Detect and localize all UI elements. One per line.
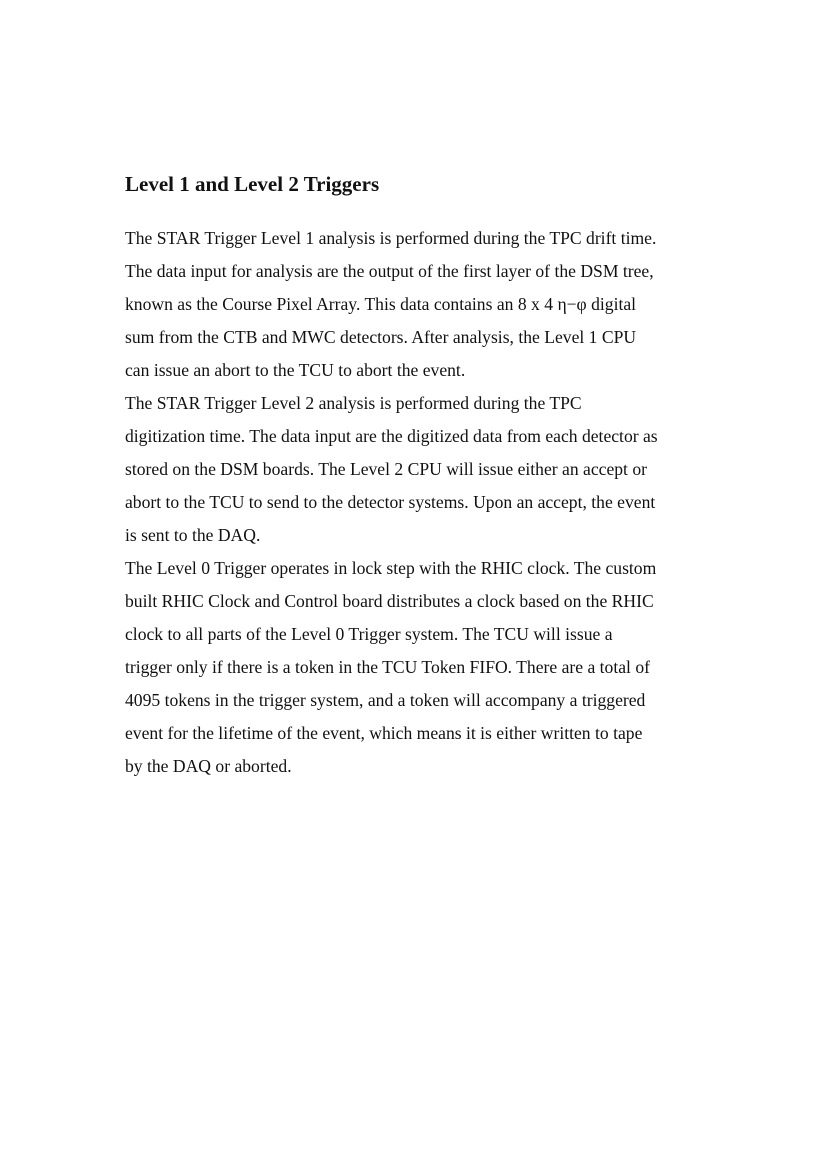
text-line: abort to the TCU to send to the detector systems. Upon an accept, the event [125, 492, 656, 512]
text-line: is sent to the DAQ. [125, 525, 261, 545]
text-line: can issue an abort to the TCU to abort the event. [125, 360, 466, 380]
text-line: clock to all parts of the Level 0 Trigger system. The TCU will issue a [125, 624, 613, 644]
text-line: The Level 0 Trigger operates in lock step with the RHIC clock. The custom [125, 558, 657, 578]
text-line: sum from the CTB and MWC detectors. After analysis, the Level 1 CPU [125, 327, 637, 347]
body-text [125, 224, 745, 785]
text-line: stored on the DSM boards. The Level 2 CPU will issue either an accept or [125, 459, 647, 479]
text-line: built RHIC Clock and Control board distributes a clock based on the RHIC [125, 591, 654, 611]
text-line: digitization time. The data input are the digitized data from each detector as [125, 426, 658, 446]
text-line: The STAR Trigger Level 2 analysis is performed during the TPC [125, 393, 582, 413]
text-line: known as the Course Pixel Array. This data contains an 8 x 4 η−φ digital [125, 294, 637, 314]
section-heading: Level 1 and Level 2 Triggers [125, 172, 380, 196]
text-line: event for the lifetime of the event, which means it is either written to tape [125, 723, 643, 743]
text-line: by the DAQ or aborted. [125, 756, 292, 776]
text-line: The data input for analysis are the output of the first layer of the DSM tree, [125, 261, 654, 281]
text-line: trigger only if there is a token in the TCU Token FIFO. There are a total of [125, 657, 650, 677]
text-line: The STAR Trigger Level 1 analysis is performed during the TPC drift time. [125, 228, 657, 248]
text-line: 4095 tokens in the trigger system, and a token will accompany a triggered [125, 690, 646, 710]
